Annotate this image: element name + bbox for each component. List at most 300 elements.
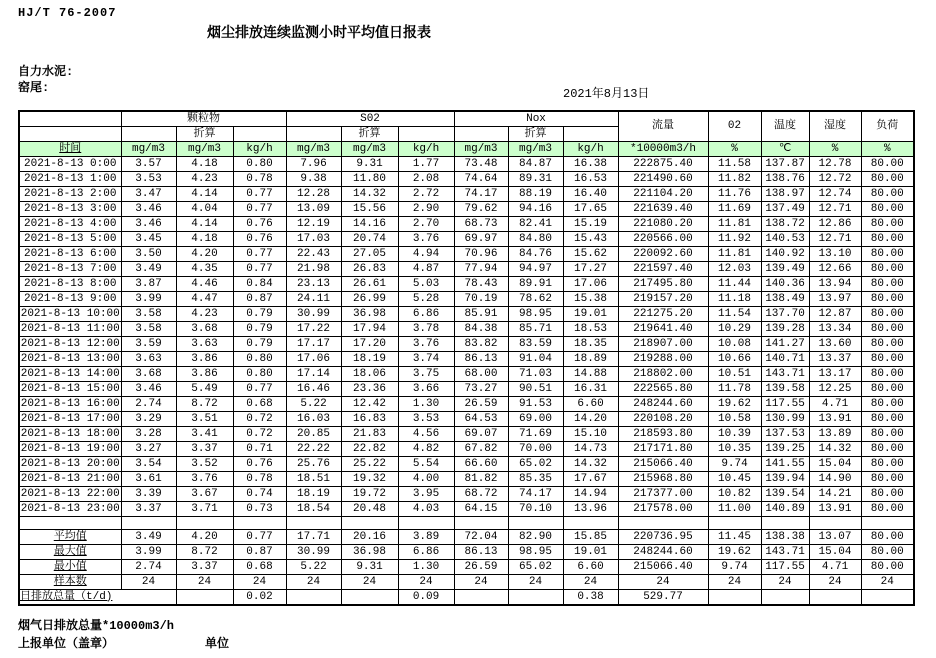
value-cell: 218907.00 [618, 337, 708, 352]
unit-cell: mg/m3 [176, 142, 233, 157]
value-cell: 84.87 [508, 157, 563, 172]
value-cell: 80.00 [861, 307, 914, 322]
col-header-o2: 02 [708, 111, 761, 142]
time-cell: 2021-8-13 22:00 [20, 487, 120, 500]
value-cell: 83.82 [454, 337, 508, 352]
summary-value-cell: 3.49 [121, 530, 176, 545]
value-cell: 23.13 [286, 277, 341, 292]
value-cell: 0.80 [233, 157, 286, 172]
value-cell: 3.68 [121, 367, 176, 382]
table-row [19, 262, 914, 277]
value-cell: 18.51 [286, 472, 341, 487]
value-cell: 89.91 [508, 277, 563, 292]
value-cell: 139.94 [761, 472, 809, 487]
value-cell: 4.23 [176, 307, 233, 322]
value-cell: 219641.40 [618, 322, 708, 337]
value-cell: 11.82 [708, 172, 761, 187]
value-cell: 13.10 [809, 247, 861, 262]
value-cell: 10.08 [708, 337, 761, 352]
value-cell: 138.76 [761, 172, 809, 187]
value-cell: 3.27 [121, 442, 176, 457]
value-cell: 4.14 [176, 187, 233, 202]
group-nox: Nox [454, 111, 618, 127]
table-row [19, 187, 914, 202]
table-row [19, 202, 914, 217]
table-row [19, 502, 914, 517]
value-cell: 3.78 [398, 322, 454, 337]
value-cell: 2.90 [398, 202, 454, 217]
table-row [19, 412, 914, 427]
value-cell: 4.18 [176, 232, 233, 247]
table-row [19, 472, 914, 487]
empty-cell [233, 517, 286, 530]
value-cell: 221597.40 [618, 262, 708, 277]
table-row [19, 352, 914, 367]
value-cell: 79.62 [454, 202, 508, 217]
spacer-row [19, 517, 914, 530]
value-cell: 84.76 [508, 247, 563, 262]
value-cell: 217495.80 [618, 277, 708, 292]
flue-gas-total-note: 烟气日排放总量*10000m3/h [18, 619, 175, 633]
summary-rows [19, 517, 914, 606]
value-cell: 20.85 [286, 427, 341, 442]
value-cell: 3.74 [398, 352, 454, 367]
value-cell: 221490.60 [618, 172, 708, 187]
value-cell: 18.53 [563, 322, 618, 337]
value-cell: 17.17 [286, 337, 341, 352]
value-cell: 3.45 [121, 232, 176, 247]
value-cell: 3.75 [398, 367, 454, 382]
value-cell: 14.90 [809, 472, 861, 487]
value-cell: 137.70 [761, 307, 809, 322]
value-cell: 13.37 [809, 352, 861, 367]
time-cell: 2021-8-13 6:00 [19, 247, 121, 262]
value-cell: 84.38 [454, 322, 508, 337]
col-header-load: 负荷 [861, 111, 914, 142]
value-cell: 80.00 [861, 502, 914, 517]
summary-value-cell: 24 [861, 575, 914, 590]
time-cell: 2021-8-13 12:00 [20, 337, 120, 350]
value-cell: 16.31 [563, 382, 618, 397]
value-cell: 215066.40 [618, 457, 708, 472]
value-cell: 11.81 [708, 247, 761, 262]
value-cell: 0.87 [233, 292, 286, 307]
summary-value-cell: 24 [176, 575, 233, 590]
value-cell: 66.60 [454, 457, 508, 472]
value-cell: 11.58 [708, 157, 761, 172]
value-cell: 80.00 [861, 262, 914, 277]
value-cell: 68.00 [454, 367, 508, 382]
value-cell: 137.49 [761, 202, 809, 217]
summary-value-cell [341, 590, 398, 606]
value-cell: 139.49 [761, 262, 809, 277]
summary-value-cell: 19.01 [563, 545, 618, 560]
col-header-temperature: 温度 [761, 111, 809, 142]
value-cell: 86.13 [454, 352, 508, 367]
value-cell: 3.39 [121, 487, 176, 502]
value-cell: 0.73 [233, 502, 286, 517]
empty-cell [286, 127, 341, 142]
time-cell: 2021-8-13 18:00 [20, 427, 120, 440]
summary-value-cell: 24 [761, 575, 809, 590]
value-cell: 80.00 [861, 457, 914, 472]
value-cell: 80.00 [861, 352, 914, 367]
value-cell: 4.04 [176, 202, 233, 217]
value-cell: 139.28 [761, 322, 809, 337]
value-cell: 71.69 [508, 427, 563, 442]
value-cell: 4.56 [398, 427, 454, 442]
summary-value-cell: 0.02 [233, 590, 286, 606]
value-cell: 85.71 [508, 322, 563, 337]
value-cell: 12.66 [809, 262, 861, 277]
summary-label-cell: 平均值 [19, 530, 121, 545]
summary-value-cell: 24 [563, 575, 618, 590]
value-cell: 0.77 [233, 187, 286, 202]
empty-cell [121, 127, 176, 142]
value-cell: 248244.60 [618, 397, 708, 412]
value-cell: 4.82 [398, 442, 454, 457]
group-particulate: 颗粒物 [121, 111, 286, 127]
value-cell: 80.00 [861, 157, 914, 172]
time-cell: 2021-8-13 9:00 [19, 292, 121, 307]
value-cell: 14.21 [809, 487, 861, 502]
value-cell: 5.28 [398, 292, 454, 307]
value-cell: 140.92 [761, 247, 809, 262]
summary-value-cell: 529.77 [618, 590, 708, 606]
empty-cell [286, 517, 341, 530]
unit-cell: ℃ [761, 142, 809, 157]
summary-value-cell: 24 [508, 575, 563, 590]
value-cell: 221080.20 [618, 217, 708, 232]
summary-value-cell: 8.72 [176, 545, 233, 560]
value-cell: 11.76 [708, 187, 761, 202]
summary-value-cell: 24 [708, 575, 761, 590]
value-cell: 25.76 [286, 457, 341, 472]
value-cell: 80.00 [861, 202, 914, 217]
value-cell: 0.77 [233, 202, 286, 217]
value-cell: 16.46 [286, 382, 341, 397]
value-cell: 139.25 [761, 442, 809, 457]
summary-value-cell: 82.90 [508, 530, 563, 545]
value-cell: 80.00 [861, 187, 914, 202]
summary-value-cell: 6.86 [398, 545, 454, 560]
value-cell: 19.32 [341, 472, 398, 487]
value-cell: 5.22 [286, 397, 341, 412]
time-cell: 2021-8-13 19:00 [20, 442, 120, 455]
empty-cell [809, 517, 861, 530]
value-cell: 3.50 [121, 247, 176, 262]
summary-value-cell: 24 [398, 575, 454, 590]
col-header-flow: 流量 [618, 111, 708, 142]
value-cell: 3.58 [121, 307, 176, 322]
summary-label-cell: 最大值 [19, 545, 121, 560]
value-cell: 36.98 [341, 307, 398, 322]
value-cell: 4.94 [398, 247, 454, 262]
summary-value-cell: 4.71 [809, 560, 861, 575]
summary-value-cell: 3.99 [121, 545, 176, 560]
value-cell: 12.87 [809, 307, 861, 322]
value-cell: 21.83 [341, 427, 398, 442]
empty-cell [618, 517, 708, 530]
time-cell: 2021-8-13 15:00 [20, 382, 120, 395]
summary-row [19, 530, 914, 545]
value-cell: 80.00 [861, 172, 914, 187]
value-cell: 70.19 [454, 292, 508, 307]
value-cell: 137.87 [761, 157, 809, 172]
value-cell: 13.17 [809, 367, 861, 382]
value-cell: 20.74 [341, 232, 398, 247]
summary-value-cell: 0.68 [233, 560, 286, 575]
value-cell: 0.78 [233, 172, 286, 187]
value-cell: 3.46 [121, 382, 176, 397]
empty-cell [563, 517, 618, 530]
value-cell: 0.78 [233, 472, 286, 487]
table-row [19, 217, 914, 232]
value-cell: 16.83 [341, 412, 398, 427]
table-row [19, 442, 914, 457]
empty-cell [708, 517, 761, 530]
summary-value-cell: 0.09 [398, 590, 454, 606]
table-row [19, 487, 914, 502]
empty-cell [761, 517, 809, 530]
value-cell: 0.84 [233, 277, 286, 292]
unit-label: 单位 [205, 637, 230, 651]
value-cell: 218802.00 [618, 367, 708, 382]
value-cell: 18.54 [286, 502, 341, 517]
value-cell: 9.74 [708, 457, 761, 472]
value-cell: 21.98 [286, 262, 341, 277]
value-cell: 141.55 [761, 457, 809, 472]
summary-row [19, 575, 914, 590]
unit-cell: % [708, 142, 761, 157]
summary-value-cell: 24 [286, 575, 341, 590]
value-cell: 83.59 [508, 337, 563, 352]
value-cell: 11.80 [341, 172, 398, 187]
summary-value-cell: 36.98 [341, 545, 398, 560]
time-cell: 2021-8-13 0:00 [19, 157, 121, 172]
header-group-row [19, 111, 914, 127]
value-cell: 17.65 [563, 202, 618, 217]
value-cell: 84.80 [508, 232, 563, 247]
summary-value-cell: 248244.60 [618, 545, 708, 560]
table-row [19, 247, 914, 262]
value-cell: 12.25 [809, 382, 861, 397]
value-cell: 0.72 [233, 412, 286, 427]
summary-value-cell: 1.30 [398, 560, 454, 575]
value-cell: 3.49 [121, 262, 176, 277]
value-cell: 15.38 [563, 292, 618, 307]
value-cell: 12.19 [286, 217, 341, 232]
value-cell: 117.55 [761, 397, 809, 412]
time-cell: 2021-8-13 7:00 [19, 262, 121, 277]
table-row [19, 457, 914, 472]
value-cell: 11.81 [708, 217, 761, 232]
table-row [19, 427, 914, 442]
value-cell: 70.96 [454, 247, 508, 262]
value-cell: 3.68 [176, 322, 233, 337]
unit-cell: mg/m3 [286, 142, 341, 157]
time-column-header: 时间 [19, 142, 121, 157]
summary-value-cell: 17.71 [286, 530, 341, 545]
value-cell: 78.43 [454, 277, 508, 292]
value-cell: 11.69 [708, 202, 761, 217]
value-cell: 215968.80 [618, 472, 708, 487]
value-cell: 16.40 [563, 187, 618, 202]
value-cell: 77.94 [454, 262, 508, 277]
header-unit-row [19, 142, 914, 157]
empty-cell [563, 127, 618, 142]
value-cell: 16.38 [563, 157, 618, 172]
table-row [19, 157, 914, 172]
summary-value-cell: 20.16 [341, 530, 398, 545]
value-cell: 3.47 [121, 187, 176, 202]
value-cell: 85.35 [508, 472, 563, 487]
col-header-humidity: 湿度 [809, 111, 861, 142]
value-cell: 12.71 [809, 202, 861, 217]
value-cell: 0.77 [233, 262, 286, 277]
summary-value-cell: 80.00 [861, 545, 914, 560]
converted-label-so2: 折算 [341, 127, 398, 142]
value-cell: 3.41 [176, 427, 233, 442]
table-row [19, 277, 914, 292]
value-cell: 69.00 [508, 412, 563, 427]
value-cell: 13.34 [809, 322, 861, 337]
value-cell: 12.74 [809, 187, 861, 202]
value-cell: 138.49 [761, 292, 809, 307]
value-cell: 0.77 [233, 382, 286, 397]
value-cell: 6.60 [563, 397, 618, 412]
value-cell: 10.82 [708, 487, 761, 502]
value-cell: 26.59 [454, 397, 508, 412]
value-cell: 74.17 [454, 187, 508, 202]
value-cell: 4.20 [176, 247, 233, 262]
time-cell: 2021-8-13 3:00 [19, 202, 121, 217]
value-cell: 80.00 [861, 247, 914, 262]
time-cell: 2021-8-13 23:00 [20, 502, 120, 515]
time-cell: 2021-8-13 20:00 [20, 457, 120, 470]
value-cell: 64.53 [454, 412, 508, 427]
value-cell: 30.99 [286, 307, 341, 322]
value-cell: 14.73 [563, 442, 618, 457]
value-cell: 3.95 [398, 487, 454, 502]
value-cell: 2.08 [398, 172, 454, 187]
value-cell: 219157.20 [618, 292, 708, 307]
report-date: 2021年8月13日 [563, 87, 650, 101]
table-row [19, 232, 914, 247]
empty-cell [398, 517, 454, 530]
value-cell: 3.53 [398, 412, 454, 427]
value-cell: 0.68 [233, 397, 286, 412]
corner-cell [19, 111, 121, 127]
value-cell: 217578.00 [618, 502, 708, 517]
page-title: 烟尘排放连续监测小时平均值日报表 [207, 26, 431, 42]
value-cell: 15.10 [563, 427, 618, 442]
value-cell: 17.22 [286, 322, 341, 337]
value-cell: 0.79 [233, 337, 286, 352]
empty-cell [341, 517, 398, 530]
time-cell: 2021-8-13 21:00 [20, 472, 120, 485]
summary-value-cell: 24 [809, 575, 861, 590]
value-cell: 20.48 [341, 502, 398, 517]
value-cell: 0.80 [233, 352, 286, 367]
time-cell: 2021-8-13 8:00 [19, 277, 121, 292]
summary-value-cell: 2.74 [121, 560, 176, 575]
value-cell: 80.00 [861, 337, 914, 352]
value-cell: 24.11 [286, 292, 341, 307]
value-cell: 18.06 [341, 367, 398, 382]
summary-value-cell: 19.62 [708, 545, 761, 560]
value-cell: 64.15 [454, 502, 508, 517]
value-cell: 26.99 [341, 292, 398, 307]
value-cell: 13.96 [563, 502, 618, 517]
value-cell: 13.97 [809, 292, 861, 307]
value-cell: 80.00 [861, 487, 914, 502]
value-cell: 14.94 [563, 487, 618, 502]
value-cell: 22.22 [286, 442, 341, 457]
value-cell: 143.71 [761, 367, 809, 382]
value-cell: 12.71 [809, 232, 861, 247]
value-cell: 139.58 [761, 382, 809, 397]
value-cell: 80.00 [861, 427, 914, 442]
value-cell: 69.07 [454, 427, 508, 442]
value-cell: 220108.20 [618, 412, 708, 427]
value-cell: 80.00 [861, 382, 914, 397]
table-row [19, 382, 914, 397]
value-cell: 22.43 [286, 247, 341, 262]
value-cell: 26.61 [341, 277, 398, 292]
summary-value-cell: 0.77 [233, 530, 286, 545]
summary-value-cell: 65.02 [508, 560, 563, 575]
unit-cell: % [861, 142, 914, 157]
value-cell: 0.76 [233, 457, 286, 472]
summary-value-cell: 5.22 [286, 560, 341, 575]
value-cell: 8.72 [176, 397, 233, 412]
value-cell: 67.82 [454, 442, 508, 457]
summary-value-cell: 215066.40 [618, 560, 708, 575]
value-cell: 9.31 [341, 157, 398, 172]
empty-cell [19, 517, 121, 530]
value-cell: 3.67 [176, 487, 233, 502]
group-so2: S02 [286, 111, 454, 127]
summary-label-cell: 样本数 [19, 575, 121, 590]
value-cell: 3.76 [176, 472, 233, 487]
value-cell: 81.82 [454, 472, 508, 487]
value-cell: 3.86 [176, 367, 233, 382]
summary-value-cell [809, 590, 861, 606]
value-cell: 17.14 [286, 367, 341, 382]
summary-value-cell: 24 [233, 575, 286, 590]
summary-row [19, 590, 914, 606]
table-row [19, 172, 914, 187]
value-cell: 91.53 [508, 397, 563, 412]
value-cell: 3.61 [121, 472, 176, 487]
value-cell: 12.72 [809, 172, 861, 187]
value-cell: 4.03 [398, 502, 454, 517]
value-cell: 4.35 [176, 262, 233, 277]
value-cell: 138.72 [761, 217, 809, 232]
table-row [19, 367, 914, 382]
value-cell: 10.51 [708, 367, 761, 382]
summary-value-cell: 30.99 [286, 545, 341, 560]
value-cell: 4.23 [176, 172, 233, 187]
value-cell: 0.76 [233, 217, 286, 232]
summary-value-cell: 24 [454, 575, 508, 590]
value-cell: 1.77 [398, 157, 454, 172]
standard-code: HJ/T 76-2007 [18, 6, 117, 20]
value-cell: 22.82 [341, 442, 398, 457]
summary-value-cell: 80.00 [861, 530, 914, 545]
value-cell: 10.45 [708, 472, 761, 487]
